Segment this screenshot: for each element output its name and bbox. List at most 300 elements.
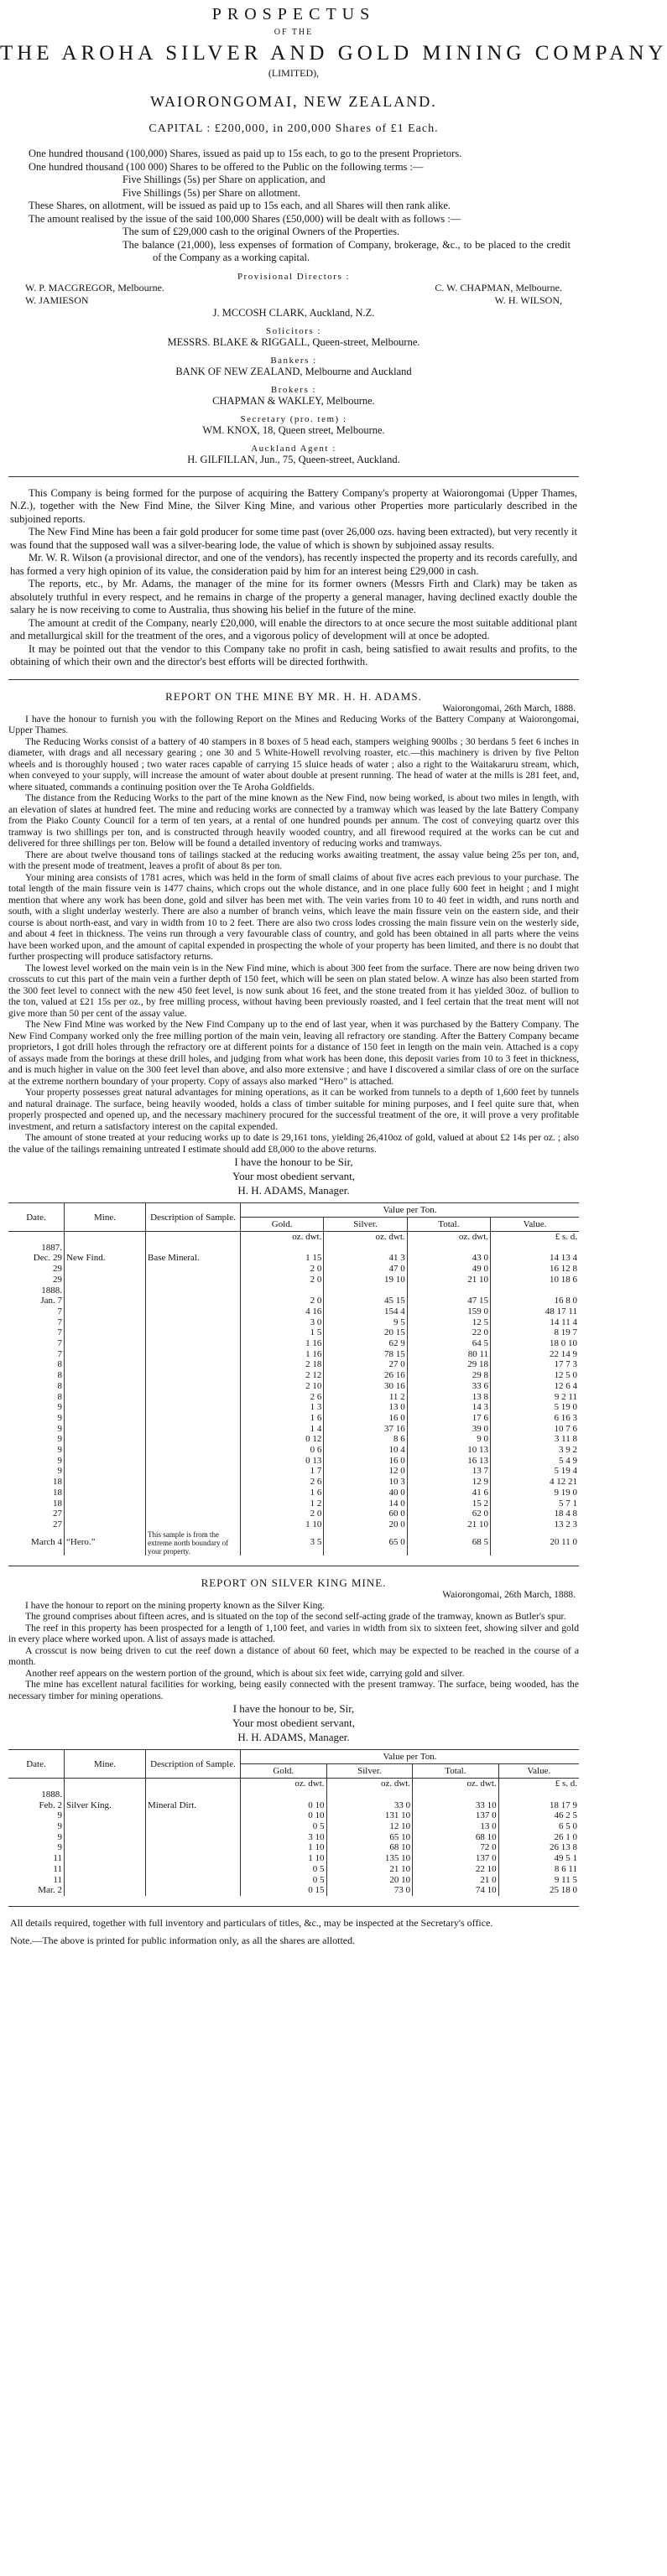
cell-desc	[146, 1842, 241, 1853]
report-paragraph: The reef in this property has been prospected for a length of 1,100 feet, and varies in width from six to sixteen feet, showing silver and gold in every place where worked upon. A list of assays made is attached.	[8, 1622, 579, 1645]
cell-date: 29	[53, 1264, 62, 1275]
report-servant: Your most obedient servant,	[232, 1170, 355, 1182]
cell-total: 33 6	[407, 1381, 490, 1392]
offer-paragraph: One hundred thousand (100,000) Shares, issued as paid up to 15s each, to go to the present Proprietors.	[29, 148, 462, 159]
cell-mine	[65, 1424, 146, 1435]
cell-gold: 2 12	[241, 1370, 324, 1381]
unit-blank	[65, 1232, 146, 1243]
cell-date: 9	[57, 1434, 62, 1445]
cell-desc	[146, 1296, 241, 1306]
director-name: W. JAMIESON	[25, 293, 89, 306]
table-row	[8, 1821, 579, 1832]
cell-desc	[146, 1434, 241, 1445]
cell-desc	[146, 1264, 241, 1275]
cell-gold: 1 7	[241, 1466, 324, 1477]
table-row	[8, 1789, 579, 1800]
cell-gold: 2 6	[241, 1477, 324, 1488]
table-row	[8, 1853, 579, 1864]
cell-total: 72 0	[413, 1842, 499, 1853]
assay-table-new-find	[8, 1202, 579, 1555]
table-row	[8, 1349, 579, 1360]
units-row	[8, 1232, 579, 1243]
cell-gold: 2 0	[241, 1509, 324, 1519]
report-heading: REPORT ON SILVER KING MINE.	[201, 1576, 387, 1589]
cell-gold: 2 10	[241, 1381, 324, 1392]
cell-silver: 12 10	[326, 1821, 413, 1832]
unit-gold: oz. dwt.	[241, 1779, 327, 1789]
cell-desc	[146, 1275, 241, 1285]
cell-desc	[146, 1392, 241, 1403]
cell-date: 7	[57, 1348, 62, 1359]
cell-silver: 9 5	[324, 1317, 407, 1328]
cell-date: 8	[57, 1370, 62, 1381]
cell-date: 7	[57, 1327, 62, 1338]
table-row	[8, 1466, 579, 1477]
cell-gold: 3 5	[241, 1530, 324, 1555]
cell-silver: 16 0	[324, 1456, 407, 1467]
cell-total: 41 6	[407, 1488, 490, 1498]
cell-mine	[65, 1275, 146, 1285]
cell-gold: 0 5	[241, 1875, 327, 1886]
table-row	[8, 1800, 579, 1811]
cell-value: 22 14 9	[491, 1349, 579, 1360]
cell-total: 74 10	[413, 1885, 499, 1896]
cell-date: 9	[57, 1842, 62, 1853]
table-row	[8, 1456, 579, 1467]
cell-desc	[146, 1456, 241, 1467]
cell-desc: Base Mineral.	[146, 1253, 241, 1264]
cell-date: Dec. 29	[33, 1253, 62, 1264]
unit-blank	[146, 1232, 241, 1243]
cell-value: 17 7 3	[491, 1359, 579, 1370]
cell-silver	[326, 1789, 413, 1800]
agent-name: H. GILFILLAN, Jun., 75, Queen-street, Auckland.	[187, 453, 400, 465]
secretary-heading: Secretary (pro. tem) :	[240, 413, 347, 424]
cell-date: 29	[53, 1274, 62, 1285]
cell-desc	[146, 1349, 241, 1360]
cell-total: 13 7	[407, 1466, 490, 1477]
cell-desc	[146, 1466, 241, 1477]
cell-silver: 26 16	[324, 1370, 407, 1381]
cell-desc	[146, 1477, 241, 1488]
cell-silver: 16 0	[324, 1413, 407, 1424]
cell-total: 137 0	[413, 1810, 499, 1821]
cell-value: 3 11 8	[491, 1434, 579, 1445]
report-paragraph: Your property possesses great natural advantages for mining operations, as it can be worked from tunnels to a depth of 1,600 feet by tunnels and natural drainage. The surface, being heavily wooded, holds a class of timber suitable for mining purposes, and I feel quite sure that, when properly prospected and opened up, and the necessary machinery procured for the successful treatment of the ore, it will prove a very profitable investment, and return a satisfactory interest on the capital expended.	[8, 1087, 579, 1132]
cell-date: Feb. 2	[39, 1800, 62, 1810]
unit-value: £ s. d.	[491, 1232, 579, 1243]
cell-mine	[65, 1488, 146, 1498]
cell-value: 14 11 4	[491, 1317, 579, 1328]
cell-date: 7	[57, 1338, 62, 1349]
cell-gold: 1 10	[241, 1842, 327, 1853]
table-row	[8, 1243, 579, 1254]
cell-total: 22 10	[413, 1864, 499, 1875]
cell-desc	[146, 1243, 241, 1254]
footer-note: Note.—The above is printed for public information only, as all the shares are allotted.	[10, 1934, 356, 1946]
cell-date: 7	[57, 1317, 62, 1327]
cell-date: 11	[53, 1874, 62, 1885]
cell-total: 43 0	[407, 1253, 490, 1264]
col-total: Total.	[413, 1764, 499, 1779]
cell-gold: 1 10	[241, 1853, 327, 1864]
cell-value: 9 2 11	[491, 1392, 579, 1403]
cell-gold: 0 12	[241, 1434, 324, 1445]
cell-total: 29 8	[407, 1370, 490, 1381]
cell-silver: 37 16	[324, 1424, 407, 1435]
cell-silver: 68 10	[326, 1842, 413, 1853]
cell-value: 14 13 4	[491, 1253, 579, 1264]
cell-value: 3 9 2	[491, 1445, 579, 1456]
cell-total: 64 5	[407, 1338, 490, 1349]
cell-date: Jan. 7	[40, 1296, 62, 1306]
cell-gold: 1 4	[241, 1424, 324, 1435]
cell-gold: 1 2	[241, 1498, 324, 1509]
col-silver: Silver.	[324, 1218, 407, 1232]
cell-value: 5 19 0	[491, 1402, 579, 1413]
cell-date: 9	[57, 1423, 62, 1434]
limited-label: (LIMITED),	[268, 67, 320, 79]
table-row	[8, 1264, 579, 1275]
cell-total: 68 10	[413, 1832, 499, 1843]
report-paragraph: Your mining area consists of 1781 acres, which was held in the form of small claims of about five acres each previous to your purchase. The total length of the main fissure vein is 1477 chains, which crops out the whole distance, and in one place fully 600 feet in height ; and I might mention that where any work has been done, gold and silver has been met with. The vein varies from 10 to 40 feet in width, and runs north and south, with a slight underlay westerly. There are also a number of branch veins, which leave the main fissure vein on the eastern side, and their course is about north-east, and vary in width from 10 to 2 feet. There are also two cross lodes crossing the main fissure vein on the westerly side, and about 4 feet in thickness. The veins run through a very favourable class of country, and gold has been obtained in all parts where the veins have been worked upon, and the amount of capital expended in prospecting the whole of your property has been limited, and there is no doubt that further prospecting will produce satisfactory returns.	[8, 871, 579, 962]
cell-desc	[146, 1498, 241, 1509]
cell-date: 1888.	[41, 1789, 62, 1800]
cell-value: 12 5 0	[491, 1370, 579, 1381]
cell-value: 9 11 5	[498, 1875, 579, 1886]
table-row	[8, 1445, 579, 1456]
col-value: Value.	[491, 1218, 579, 1232]
cell-total: 17 6	[407, 1413, 490, 1424]
cell-total: 29 18	[407, 1359, 490, 1370]
table-row	[8, 1424, 579, 1435]
table-row	[8, 1370, 579, 1381]
cell-mine	[65, 1842, 146, 1853]
col-date: Date.	[8, 1203, 65, 1232]
cell-total: 13 8	[407, 1392, 490, 1403]
cell-total: 62 0	[407, 1509, 490, 1519]
cell-desc	[146, 1810, 241, 1821]
cell-mine: Silver King.	[65, 1800, 146, 1811]
cell-value	[491, 1243, 579, 1254]
body-paragraph: It may be pointed out that the vendor to this Company take no profit in cash, being satisfied to await results and profits, to the obtaining of which their own and the director's best efforts will be directed forthwith.	[10, 642, 577, 667]
cell-total: 33 10	[413, 1800, 499, 1811]
cell-value: 25 18 0	[498, 1885, 579, 1896]
cell-date: 27	[53, 1509, 62, 1519]
cell-value: 6 16 3	[491, 1413, 579, 1424]
report-signature: H. H. ADAMS, Manager.	[237, 1184, 350, 1197]
cell-gold: 0 13	[241, 1456, 324, 1467]
cell-gold: 1 10	[241, 1519, 324, 1530]
cell-mine	[65, 1434, 146, 1445]
cell-value: 16 12 8	[491, 1264, 579, 1275]
cell-total: 159 0	[407, 1306, 490, 1317]
report-paragraph: I have the honour to report on the mining property known as the Silver King.	[25, 1599, 326, 1611]
cell-value: 26 1 0	[498, 1832, 579, 1843]
solicitors-name: MESSRS. BLAKE & RIGGALL, Queen-street, Melbourne.	[167, 335, 420, 348]
col-silver: Silver.	[326, 1764, 413, 1779]
cell-silver: 12 0	[324, 1466, 407, 1477]
cell-desc: Mineral Dirt.	[146, 1800, 241, 1811]
cell-total: 15 2	[407, 1498, 490, 1509]
cell-date: 9	[57, 1466, 62, 1477]
cell-mine	[65, 1789, 146, 1800]
cell-mine	[65, 1306, 146, 1317]
col-value-per-ton: Value per Ton.	[241, 1750, 580, 1764]
table-row	[8, 1488, 579, 1498]
cell-desc: This sample is from the extreme north boundary of your property.	[146, 1530, 241, 1555]
brokers-name: CHAPMAN & WAKLEY, Melbourne.	[212, 394, 375, 407]
col-description: Description of Sample.	[146, 1750, 241, 1779]
col-value-per-ton: Value per Ton.	[241, 1203, 580, 1218]
divider	[8, 476, 579, 477]
cell-value: 26 13 8	[498, 1842, 579, 1853]
cell-value: 5 7 1	[491, 1498, 579, 1509]
cell-mine	[65, 1327, 146, 1338]
cell-total	[407, 1285, 490, 1296]
offer-term: Five Shillings (5s) per Share on application, and	[122, 174, 326, 185]
report-closing: I have the honour to be, Sir,	[232, 1702, 355, 1716]
cell-silver: 135 10	[326, 1853, 413, 1864]
cell-value: 5 19 4	[491, 1466, 579, 1477]
bankers-heading: Bankers :	[270, 355, 317, 366]
cell-desc	[146, 1338, 241, 1349]
cell-date: 9	[57, 1445, 62, 1456]
cell-date: 9	[57, 1402, 62, 1413]
cell-total: 12 9	[407, 1477, 490, 1488]
cell-desc	[146, 1509, 241, 1519]
cell-silver: 30 16	[324, 1381, 407, 1392]
cell-value: 8 6 11	[498, 1864, 579, 1875]
cell-mine	[65, 1402, 146, 1413]
cell-total: 21 10	[407, 1519, 490, 1530]
cell-value: 10 18 6	[491, 1275, 579, 1285]
cell-mine	[65, 1875, 146, 1886]
cell-silver: 45 15	[324, 1296, 407, 1306]
cell-gold: 2 0	[241, 1275, 324, 1285]
cell-mine	[65, 1317, 146, 1328]
cell-mine	[65, 1370, 146, 1381]
cell-gold: 1 15	[241, 1253, 324, 1264]
cell-total: 14 3	[407, 1402, 490, 1413]
cell-mine	[65, 1821, 146, 1832]
cell-desc	[146, 1359, 241, 1370]
cell-total: 16 13	[407, 1456, 490, 1467]
cell-gold: 2 18	[241, 1359, 324, 1370]
cell-silver: 14 0	[324, 1498, 407, 1509]
table-row	[8, 1253, 579, 1264]
report-dateline: Waiorongomai, 26th March, 1888.	[442, 703, 576, 714]
divider	[8, 1906, 579, 1907]
cell-silver: 65 10	[326, 1832, 413, 1843]
cell-mine	[65, 1477, 146, 1488]
cell-silver: 10 4	[324, 1445, 407, 1456]
unit-blank	[146, 1779, 241, 1789]
cell-desc	[146, 1885, 241, 1896]
cell-silver	[324, 1285, 407, 1296]
cell-mine	[65, 1349, 146, 1360]
cell-value: 8 19 7	[491, 1327, 579, 1338]
unit-silver: oz. dwt.	[324, 1232, 407, 1243]
body-paragraph: This Company is being formed for the purpose of acquiring the Battery Company's property at Waiorongomai (Upper Thames, N.Z.), together with the New Find Mine, the Silver King Mine, and various other Properties more particularly described in the subjoined reports.	[10, 486, 577, 525]
report-heading: REPORT ON THE MINE BY MR. H. H. ADAMS.	[165, 689, 422, 703]
table-row	[8, 1519, 579, 1530]
cell-value	[498, 1789, 579, 1800]
cell-silver: 27 0	[324, 1359, 407, 1370]
cell-mine	[65, 1296, 146, 1306]
report-paragraph: The distance from the Reducing Works to the part of the mine known as the New Find, now being worked, is about two miles in length, with an elevation of slates at hundred feet. The mine and reducing works are connected by a tramway which was leased by the late Battery Company from the Piako County Council for a term of ten years, at a rental of one hundred pounds per annum. The cost of conveying quartz over this tramway is two shillings per ton, and is constructed through heavily wooded country, and all firewood required at the works can be cut and delivered for three shillings per ton. Below will be found a detailed inventory of reducing works and tramways.	[8, 792, 579, 849]
cell-gold	[241, 1243, 324, 1254]
directors-row	[25, 282, 562, 294]
table-row	[8, 1327, 579, 1338]
unit-blank	[8, 1779, 65, 1789]
cell-gold: 1 3	[241, 1402, 324, 1413]
cell-desc	[146, 1821, 241, 1832]
units-row	[8, 1779, 579, 1789]
brokers-heading: Brokers :	[270, 384, 317, 395]
table-row	[8, 1381, 579, 1392]
cell-date: 18	[53, 1498, 62, 1509]
cell-total: 49 0	[407, 1264, 490, 1275]
body-paragraph: The New Find Mine has been a fair gold producer for some time past (over 26,000 ozs. having been extracted), but very recently it was found that the supposed wall was a silver-bearing lode, the value of which is shown by subjoined assay results.	[10, 526, 577, 551]
table-row	[8, 1338, 579, 1349]
unit-blank	[8, 1232, 65, 1243]
cell-value: 12 6 4	[491, 1381, 579, 1392]
cell-total: 39 0	[407, 1424, 490, 1435]
cell-date: 8	[57, 1380, 62, 1391]
cell-mine	[65, 1498, 146, 1509]
cell-gold	[241, 1285, 324, 1296]
body-paragraph: Mr. W. R. Wilson (a provisional director, and one of the vendors), has recently inspected the property and its records carefully, and has formed a very high opinion of its value, the consideration paid by him for an interest being £29,000 in cash.	[10, 552, 577, 577]
cell-mine	[65, 1285, 146, 1296]
cell-desc	[146, 1832, 241, 1843]
cell-mine	[65, 1392, 146, 1403]
cell-gold: 0 10	[241, 1810, 327, 1821]
cell-value: 18 4 8	[491, 1509, 579, 1519]
cell-mine	[65, 1243, 146, 1254]
table-row	[8, 1477, 579, 1488]
report-paragraph: There are about twelve thousand tons of tailings stacked at the reducing works awaiting treatment, the assay value being 25s per ton, and, with the present mode of treatment, leaves a profit of about 8s per ton.	[8, 849, 579, 871]
cell-date: 18	[53, 1477, 62, 1488]
directors-row	[25, 294, 562, 307]
cell-date: 11	[53, 1853, 62, 1864]
table-row	[8, 1810, 579, 1821]
cell-date: 11	[53, 1863, 62, 1874]
cell-silver: 21 10	[326, 1864, 413, 1875]
unit-silver: oz. dwt.	[326, 1779, 413, 1789]
table-row	[8, 1434, 579, 1445]
cell-gold: 0 5	[241, 1864, 327, 1875]
cell-value: 9 19 0	[491, 1488, 579, 1498]
cell-date: 18	[53, 1487, 62, 1498]
capital-line: CAPITAL : £200,000, in 200,000 Shares of £1 Each.	[149, 122, 439, 135]
cell-silver: 10 3	[324, 1477, 407, 1488]
cell-gold: 4 16	[241, 1306, 324, 1317]
report-paragraph: The ground comprises about fifteen acres, and is situated on the top of the second self-acting grade of the tramway, known as Butler's spur.	[25, 1611, 566, 1623]
cell-total: 10 13	[407, 1445, 490, 1456]
unit-total: oz. dwt.	[407, 1232, 490, 1243]
cell-gold: 3 0	[241, 1317, 324, 1328]
table-row	[8, 1296, 579, 1306]
cell-value: 13 2 3	[491, 1519, 579, 1530]
table-row	[8, 1317, 579, 1328]
table-row	[8, 1275, 579, 1285]
cell-desc	[146, 1327, 241, 1338]
cell-silver: 78 15	[324, 1349, 407, 1360]
table-row	[8, 1885, 579, 1896]
cell-mine	[65, 1381, 146, 1392]
cell-date: 1888.	[41, 1285, 62, 1296]
cell-value: 18 17 9	[498, 1800, 579, 1811]
report-dateline: Waiorongomai, 26th March, 1888.	[442, 1589, 576, 1600]
report-paragraph: Another reef appears on the western portion of the ground, which is about six feet wide, carrying gold and silver.	[25, 1667, 465, 1679]
table-row	[8, 1875, 579, 1886]
report-body	[0, 1600, 587, 1702]
cell-mine	[65, 1853, 146, 1864]
cell-gold: 3 10	[241, 1832, 327, 1843]
cell-desc	[146, 1853, 241, 1864]
report-paragraph: The amount of stone treated at your reducing works up to date is 29,161 tons, yielding 26,410oz of gold, valued at about £2 14s per oz. ; also the value of the tailings remaining untreated I estimate should add £8,000 to the above returns.	[8, 1132, 579, 1155]
cell-date: 9	[57, 1412, 62, 1423]
cell-desc	[146, 1864, 241, 1875]
cell-value: 49 5 1	[498, 1853, 579, 1864]
report-body	[0, 714, 587, 1156]
solicitors-heading: Solicitors :	[266, 325, 321, 336]
report-paragraph: The New Find Mine was worked by the New Find Company up to the end of last year, when it was purchased by the Battery Company. The New Find Company worked only the free milling portion of the main vein, leaving all refractory ore standing. After the Battery Company became proprietors, I got drill holes through the refractory ore at different points for a distance of 150 feet in length on the main vein. Attached is a copy of assays made from the borings at these drill holes, and judging from what work has been done, this deposit varies from 10 to 3 feet in thickness, and is much higher in value on the 300 feet level than above, and also more extensive ; and have I discovered a similar class of ore on the surface at the extreme northern boundary of your property. Copy of assays also marked “Hero” is attached.	[8, 1019, 579, 1087]
directors-heading: Provisional Directors :	[237, 271, 351, 282]
report-silver-king	[0, 1576, 587, 1745]
cell-gold: 1 16	[241, 1349, 324, 1360]
cell-date: 27	[53, 1519, 62, 1530]
col-gold: Gold.	[241, 1218, 324, 1232]
cell-gold: 2 6	[241, 1392, 324, 1403]
cell-date: 9	[57, 1810, 62, 1821]
report-servant: Your most obedient servant,	[232, 1716, 355, 1730]
cell-total: 22 0	[407, 1327, 490, 1338]
cell-date: 9	[57, 1831, 62, 1842]
cell-date: 8	[57, 1359, 62, 1370]
col-date: Date.	[8, 1750, 65, 1779]
company-description	[0, 487, 587, 669]
cell-desc	[146, 1875, 241, 1886]
footer-details: All details required, together with full inventory and particulars of titles, &c., may be inspected at the Secretary's office.	[10, 1916, 493, 1929]
cell-mine	[65, 1509, 146, 1519]
cell-mine	[65, 1264, 146, 1275]
cell-gold: 1 16	[241, 1338, 324, 1349]
cell-silver: 11 2	[324, 1392, 407, 1403]
cell-total: 21 10	[407, 1275, 490, 1285]
cell-silver	[324, 1243, 407, 1254]
cell-silver: 20 15	[324, 1327, 407, 1338]
cell-mine: New Find.	[65, 1253, 146, 1264]
report-paragraph: The lowest level worked on the main vein is in the New Find mine, which is about 300 feet from the surface. There are now being driven two crosscuts to cut this part of the main vein a further depth of 150 feet, which will be seen on plan stated below. A winze has also been started from the 300 feet level to connect with the new 450 feet level, is now sunk about 16 feet, and the stone treated from it has yielded 30oz. of bullion to the ton, valued at £21 15s per oz., by free milling process, without having been previously roasted, and I feel certain that the treat ment will not give more than 50 per cent of the assay value.	[8, 962, 579, 1019]
table-row	[8, 1842, 579, 1853]
col-description: Description of Sample.	[146, 1203, 241, 1232]
cell-silver: 20 10	[326, 1875, 413, 1886]
cell-desc	[146, 1285, 241, 1296]
cell-mine	[65, 1413, 146, 1424]
cell-silver: 13 0	[324, 1402, 407, 1413]
unit-value: £ s. d.	[498, 1779, 579, 1789]
cell-desc	[146, 1413, 241, 1424]
cell-mine	[65, 1466, 146, 1477]
director-name: W. H. WILSON,	[494, 293, 562, 306]
place-heading: WAIORONGOMAI, NEW ZEALAND.	[150, 93, 437, 110]
cell-mine	[65, 1519, 146, 1530]
cell-total: 21 0	[413, 1875, 499, 1886]
cell-desc	[146, 1317, 241, 1328]
cell-date: 9	[57, 1821, 62, 1831]
